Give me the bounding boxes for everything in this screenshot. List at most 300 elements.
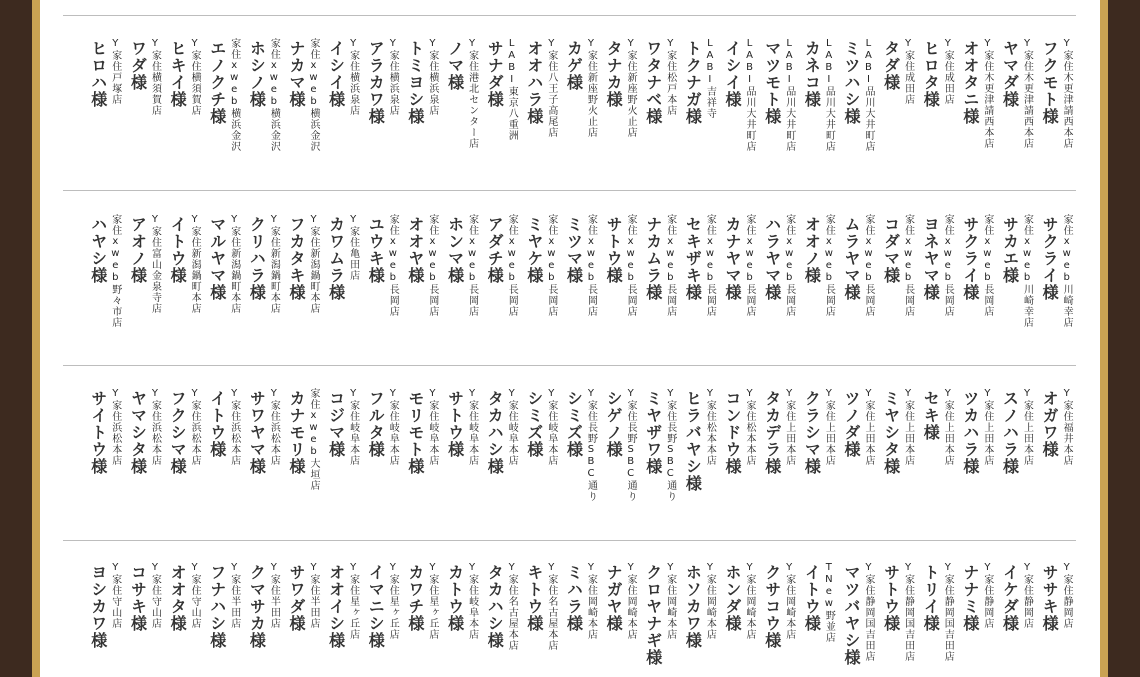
person-name-text: ホシノ <box>247 40 267 91</box>
name-entry <box>323 388 363 534</box>
person-name <box>683 40 701 125</box>
person-name-text: ホンマ <box>445 216 465 267</box>
person-name <box>644 40 662 125</box>
person-name-text: サトウ <box>445 390 465 441</box>
name-entry <box>164 38 204 184</box>
person-name <box>1040 564 1058 632</box>
store-name: 家住xweb長岡店 <box>545 214 557 317</box>
honorific: 様 <box>643 458 663 475</box>
person-name-text: ミツマ <box>564 216 584 267</box>
honorific: 様 <box>128 74 148 91</box>
name-entry <box>759 388 799 534</box>
name-entry <box>759 562 799 677</box>
name-entry <box>1036 388 1076 534</box>
store-name: Y家住岡崎本店 <box>585 562 597 640</box>
honorific: 様 <box>247 284 267 301</box>
store-name: 家住xweb長岡店 <box>862 214 874 317</box>
name-entry <box>323 562 363 677</box>
person-name <box>683 216 701 301</box>
name-entry <box>680 388 720 534</box>
name-entry <box>799 562 839 677</box>
honorific: 様 <box>1000 91 1020 108</box>
person-name-text: アオノ <box>128 216 148 267</box>
row-divider <box>63 365 1076 366</box>
store-name: Y家住静岡店 <box>1021 562 1033 629</box>
honorific: 様 <box>445 441 465 458</box>
store-name: Y家住木更津請西本店 <box>1021 38 1033 149</box>
store-name: 家住xweb長岡店 <box>625 214 637 317</box>
store-name: 家住xweb大垣店 <box>308 388 319 491</box>
name-entry <box>244 214 284 359</box>
name-entry <box>283 214 323 359</box>
honorific: 様 <box>287 615 306 632</box>
person-name-text: トリイ <box>921 564 941 615</box>
name-entry <box>521 38 561 184</box>
person-name <box>89 390 107 475</box>
name-entry <box>600 388 640 534</box>
person-name-text: ミツハシ <box>841 40 861 108</box>
store-name: Y家住八王子高尾店 <box>545 38 557 138</box>
store-name: 家住xweb横浜金沢 <box>268 38 280 152</box>
honorific: 様 <box>247 91 267 108</box>
person-name-text: ナガヤ <box>604 564 624 615</box>
person-name <box>446 390 464 458</box>
store-name: Y家住横須賀店 <box>189 38 201 116</box>
honorific: 様 <box>564 615 584 632</box>
honorific: 様 <box>841 441 861 458</box>
honorific: 様 <box>168 615 188 632</box>
store-name: 家住xweb長岡店 <box>823 214 835 317</box>
person-name <box>1040 390 1058 458</box>
honorific: 様 <box>604 267 624 284</box>
honorific: 様 <box>128 615 148 632</box>
person-name <box>644 390 662 475</box>
store-name: Y家住浜松本店 <box>189 388 201 466</box>
names-row-1 <box>63 38 1076 184</box>
store-name: Y家住新座野火止店 <box>585 38 597 138</box>
person-name-text: マツモト <box>762 40 782 108</box>
store-name: 家住xweb長岡店 <box>466 214 478 317</box>
store-name: Y家住名古屋本店 <box>545 562 557 651</box>
honorific: 様 <box>207 632 227 649</box>
store-name: Y家住横浜泉店 <box>387 38 399 116</box>
person-name-text: ノマ <box>445 40 465 74</box>
store-name: Y家住岐阜本店 <box>387 388 399 466</box>
person-name-text: ツカハラ <box>960 390 980 458</box>
store-name: Y家住上田本店 <box>981 388 993 466</box>
store-name: TNew野並店 <box>823 562 835 643</box>
person-name <box>446 40 464 91</box>
person-name-text: ミヤケ <box>524 216 544 267</box>
store-name: Y家住岐阜本店 <box>466 388 478 466</box>
name-entry <box>561 562 601 677</box>
person-name-text: イトウ <box>207 390 227 441</box>
person-name-text: ミヤシタ <box>881 390 901 458</box>
name-entry <box>997 388 1037 534</box>
person-name-text: サトウ <box>604 216 624 267</box>
person-name <box>168 390 186 475</box>
name-entry <box>442 562 482 677</box>
honorific: 様 <box>287 458 306 475</box>
store-name: Y家住新潟鍋町本店 <box>228 214 240 314</box>
name-entry <box>759 214 799 359</box>
name-entry <box>85 214 125 359</box>
honorific: 様 <box>881 615 901 632</box>
honorific: 様 <box>723 284 743 301</box>
name-entry <box>402 38 442 184</box>
name-entry <box>244 38 284 184</box>
honorific: 様 <box>921 424 941 441</box>
name-entry <box>125 38 165 184</box>
honorific: 様 <box>88 632 108 649</box>
person-name <box>683 564 701 649</box>
honorific: 様 <box>524 267 544 284</box>
person-name <box>208 40 226 125</box>
person-name <box>128 40 146 91</box>
person-name <box>961 40 979 125</box>
store-name: Y家住新潟鍋町本店 <box>268 214 280 314</box>
honorific: 様 <box>564 267 584 284</box>
person-name <box>128 564 146 632</box>
person-name <box>802 564 820 632</box>
person-name <box>247 216 265 301</box>
honorific: 様 <box>207 108 227 125</box>
person-name <box>723 564 741 632</box>
person-name-text: ミハラ <box>564 564 584 615</box>
person-name <box>763 216 781 301</box>
honorific: 様 <box>366 108 386 125</box>
honorific: 様 <box>604 615 624 632</box>
person-name <box>961 390 979 475</box>
person-name-text: サワダ <box>287 564 306 615</box>
person-name <box>763 390 781 475</box>
honorific: 様 <box>802 615 822 632</box>
person-name <box>882 216 900 284</box>
store-name: Y家住岐阜本店 <box>347 388 359 466</box>
person-name-text: ヤマシタ <box>128 390 148 458</box>
person-name <box>366 390 384 458</box>
name-entry <box>481 214 521 359</box>
name-entry <box>85 562 125 677</box>
name-entry <box>600 214 640 359</box>
person-name <box>961 216 979 301</box>
person-name <box>168 40 186 108</box>
person-name <box>366 216 384 284</box>
person-name-text: マツバヤシ <box>841 564 861 649</box>
store-name: Y家住星ヶ丘店 <box>347 562 359 640</box>
honorific: 様 <box>1040 284 1060 301</box>
store-name: 家住xweb長岡店 <box>942 214 954 317</box>
name-entry <box>323 214 363 359</box>
person-name <box>683 390 701 492</box>
store-name: Y家住横浜泉店 <box>347 38 359 116</box>
name-entry <box>442 388 482 534</box>
honorific: 様 <box>128 458 148 475</box>
store-name: Y家住上田本店 <box>862 388 874 466</box>
person-name-text: ハヤシ <box>88 216 108 267</box>
person-name-text: クリハラ <box>247 216 267 284</box>
person-name-text: ユウキ <box>366 216 386 267</box>
person-name-text: サクライ <box>960 216 980 284</box>
name-entry <box>85 388 125 534</box>
honorific: 様 <box>405 108 425 125</box>
store-name: Y家住福井本店 <box>1061 388 1073 466</box>
name-entry <box>1036 38 1076 184</box>
store-name: 家住xweb川崎幸店 <box>1061 214 1073 328</box>
names-row-2 <box>63 214 1076 359</box>
person-name-text: フナハシ <box>207 564 227 632</box>
person-name-text: ワタナベ <box>643 40 663 108</box>
store-name: 家住xweb川崎幸店 <box>1021 214 1033 328</box>
person-name <box>604 390 622 458</box>
store-name: 家住xweb横浜金沢 <box>308 38 319 152</box>
store-name: 家住xweb長岡店 <box>387 214 399 317</box>
honorific: 様 <box>485 632 505 649</box>
store-name: LABI品川大井町店 <box>744 38 756 152</box>
person-name <box>406 216 424 284</box>
name-entry <box>838 214 878 359</box>
store-name: Y家住成田店 <box>902 38 914 105</box>
person-name-text: アダチ <box>485 216 505 267</box>
name-entry <box>561 214 601 359</box>
name-entry <box>362 38 402 184</box>
store-name: 家住xweb長岡店 <box>704 214 716 317</box>
person-name-text: ハラヤマ <box>762 216 782 284</box>
person-name-text: マルヤマ <box>207 216 227 284</box>
honorific: 様 <box>207 441 227 458</box>
store-name: Y家住松本本店 <box>704 388 716 466</box>
names-row-3 <box>63 388 1076 534</box>
person-name-text: ワダ <box>128 40 148 74</box>
person-name <box>882 390 900 475</box>
store-name: Y家住浜松本店 <box>228 388 240 466</box>
person-name-text: オオヤ <box>405 216 425 267</box>
name-entry <box>600 562 640 677</box>
person-name-text: ヨネヤマ <box>921 216 941 284</box>
person-name-text: サワヤマ <box>247 390 267 458</box>
person-name-text: ナナミ <box>960 564 980 615</box>
store-name: 家住xweb長岡店 <box>585 214 597 317</box>
person-name-text: フクシマ <box>168 390 188 458</box>
honorific: 様 <box>485 458 505 475</box>
name-entry <box>640 562 680 677</box>
honorific: 様 <box>366 267 386 284</box>
person-name <box>921 40 939 108</box>
store-name: Y家住星ヶ丘店 <box>387 562 399 640</box>
honorific: 様 <box>604 91 624 108</box>
name-entry <box>957 388 997 534</box>
name-entry <box>481 388 521 534</box>
store-name: Y家住戸塚店 <box>109 38 121 105</box>
store-name: Y家住岡崎本店 <box>744 562 756 640</box>
person-name-text: ササキ <box>1040 564 1060 615</box>
name-entry <box>917 562 957 677</box>
honorific: 様 <box>723 458 743 475</box>
honorific: 様 <box>366 441 386 458</box>
name-entry <box>838 388 878 534</box>
person-name <box>208 564 226 649</box>
store-name: Y家住新座野火止店 <box>625 38 637 138</box>
honorific: 様 <box>841 649 861 666</box>
person-name-text: スノハラ <box>1000 390 1020 458</box>
name-entry <box>283 38 323 184</box>
name-entry <box>481 562 521 677</box>
store-name: Y家住長野SBC通り <box>625 388 637 502</box>
person-name-text: モリモト <box>405 390 425 458</box>
person-name-text: サイトウ <box>88 390 108 458</box>
person-name-text: カナヤマ <box>723 216 743 284</box>
person-name-text: タカハシ <box>485 564 505 632</box>
honorific: 様 <box>643 284 663 301</box>
names-row-4 <box>63 562 1076 677</box>
store-name: Y家住岐阜本店 <box>426 388 438 466</box>
honorific: 様 <box>762 108 782 125</box>
name-entry <box>442 38 482 184</box>
store-name: LABI品川大井町店 <box>823 38 835 152</box>
name-entry <box>283 388 323 534</box>
honorific: 様 <box>921 615 941 632</box>
person-name-text: アラカワ <box>366 40 386 108</box>
store-name: Y家住上田本店 <box>902 388 914 466</box>
honorific: 様 <box>326 632 346 649</box>
person-name-text: オオノ <box>802 216 822 267</box>
name-entry <box>759 38 799 184</box>
name-entry <box>640 388 680 534</box>
person-name <box>287 390 305 475</box>
honorific: 様 <box>762 284 782 301</box>
person-name-text: セキ <box>921 390 941 424</box>
name-entry <box>917 38 957 184</box>
person-name <box>1040 40 1058 125</box>
store-name: 家住xweb長岡店 <box>981 214 993 317</box>
name-entry <box>521 562 561 677</box>
person-name <box>485 390 503 475</box>
row-divider <box>63 15 1076 16</box>
person-name-text: オオタ <box>168 564 188 615</box>
person-name <box>723 40 741 108</box>
honorific: 様 <box>207 284 227 301</box>
honorific: 様 <box>841 284 861 301</box>
name-entry <box>957 562 997 677</box>
person-name <box>802 390 820 475</box>
person-name <box>208 390 226 458</box>
honorific: 様 <box>247 632 267 649</box>
person-name <box>763 564 781 649</box>
person-name-text: シミズ <box>524 390 544 441</box>
person-name <box>882 564 900 632</box>
honorific: 様 <box>445 267 465 284</box>
store-name: Y家住上田本店 <box>783 388 795 466</box>
store-name: Y家住星ヶ丘店 <box>426 562 438 640</box>
honorific: 様 <box>168 458 188 475</box>
person-name <box>406 564 424 632</box>
honorific: 様 <box>881 74 901 91</box>
store-name: 家住xweb野々市店 <box>109 214 121 328</box>
store-name: Y家住松本本店 <box>744 388 756 466</box>
honorific: 様 <box>405 615 425 632</box>
person-name <box>604 216 622 284</box>
name-entry <box>481 38 521 184</box>
person-name-text: タカハシ <box>485 390 505 458</box>
person-name <box>327 40 345 108</box>
store-name: Y家住新潟鍋町本店 <box>308 214 319 314</box>
honorific: 様 <box>485 91 505 108</box>
person-name-text: フカタキ <box>287 216 306 284</box>
honorific: 様 <box>445 615 465 632</box>
person-name <box>168 564 186 632</box>
person-name <box>406 40 424 125</box>
honorific: 様 <box>405 267 425 284</box>
person-name <box>366 564 384 649</box>
name-entry <box>164 214 204 359</box>
person-name-text: イトウ <box>802 564 822 615</box>
name-entry <box>799 214 839 359</box>
store-name: Y家住松戸本店 <box>664 38 676 116</box>
name-entry <box>362 562 402 677</box>
person-name-text: イシイ <box>326 40 346 91</box>
store-name: Y家住上田本店 <box>823 388 835 466</box>
name-entry <box>521 214 561 359</box>
store-name: Y家住浜松本店 <box>268 388 280 466</box>
person-name <box>564 40 582 91</box>
store-name: 家住xweb長岡店 <box>902 214 914 317</box>
store-name: Y家住浜松本店 <box>109 388 121 466</box>
name-entry <box>878 388 918 534</box>
person-name-text: コサキ <box>128 564 148 615</box>
name-entry <box>719 214 759 359</box>
name-entry <box>204 214 244 359</box>
person-name-text: イマニシ <box>366 564 386 632</box>
name-entry <box>680 38 720 184</box>
person-name-text: コジマ <box>326 390 346 441</box>
person-name <box>842 564 860 666</box>
name-entry <box>204 562 244 677</box>
store-name: 家住xweb長岡店 <box>744 214 756 317</box>
store-name: Y家住長野SBC通り <box>585 388 597 502</box>
person-name-text: カトウ <box>445 564 465 615</box>
honorific: 様 <box>128 267 148 284</box>
person-name-text: ヒラバヤシ <box>683 390 703 475</box>
store-name: Y家住半田店 <box>268 562 280 629</box>
person-name <box>168 216 186 284</box>
person-name-text: シゲノ <box>604 390 624 441</box>
store-name: LABI品川大井町店 <box>783 38 795 152</box>
honorific: 様 <box>168 267 188 284</box>
store-name: Y家住静岡店 <box>1061 562 1073 629</box>
store-name: Y家住岡崎本店 <box>625 562 637 640</box>
person-name <box>921 564 939 632</box>
honorific: 様 <box>287 91 306 108</box>
person-name-text: トクナガ <box>683 40 703 108</box>
person-name-text: サカエ <box>1000 216 1020 267</box>
person-name <box>802 216 820 284</box>
store-name: Y家住名古屋本店 <box>506 562 518 651</box>
person-name <box>921 390 939 441</box>
row-divider <box>63 540 1076 541</box>
person-name-text: カゲ <box>564 40 584 74</box>
person-name <box>89 564 107 649</box>
name-entry <box>442 214 482 359</box>
store-name: 家住xweb横浜金沢 <box>228 38 240 152</box>
person-name-text: オオタニ <box>960 40 980 108</box>
person-name-text: カネコ <box>802 40 822 91</box>
store-name: Y家住守山店 <box>189 562 201 629</box>
honorific: 様 <box>88 267 108 284</box>
person-name-text: ナカマ <box>287 40 306 91</box>
name-entry <box>204 38 244 184</box>
person-name-text: セキザキ <box>683 216 703 284</box>
person-name <box>485 216 503 284</box>
